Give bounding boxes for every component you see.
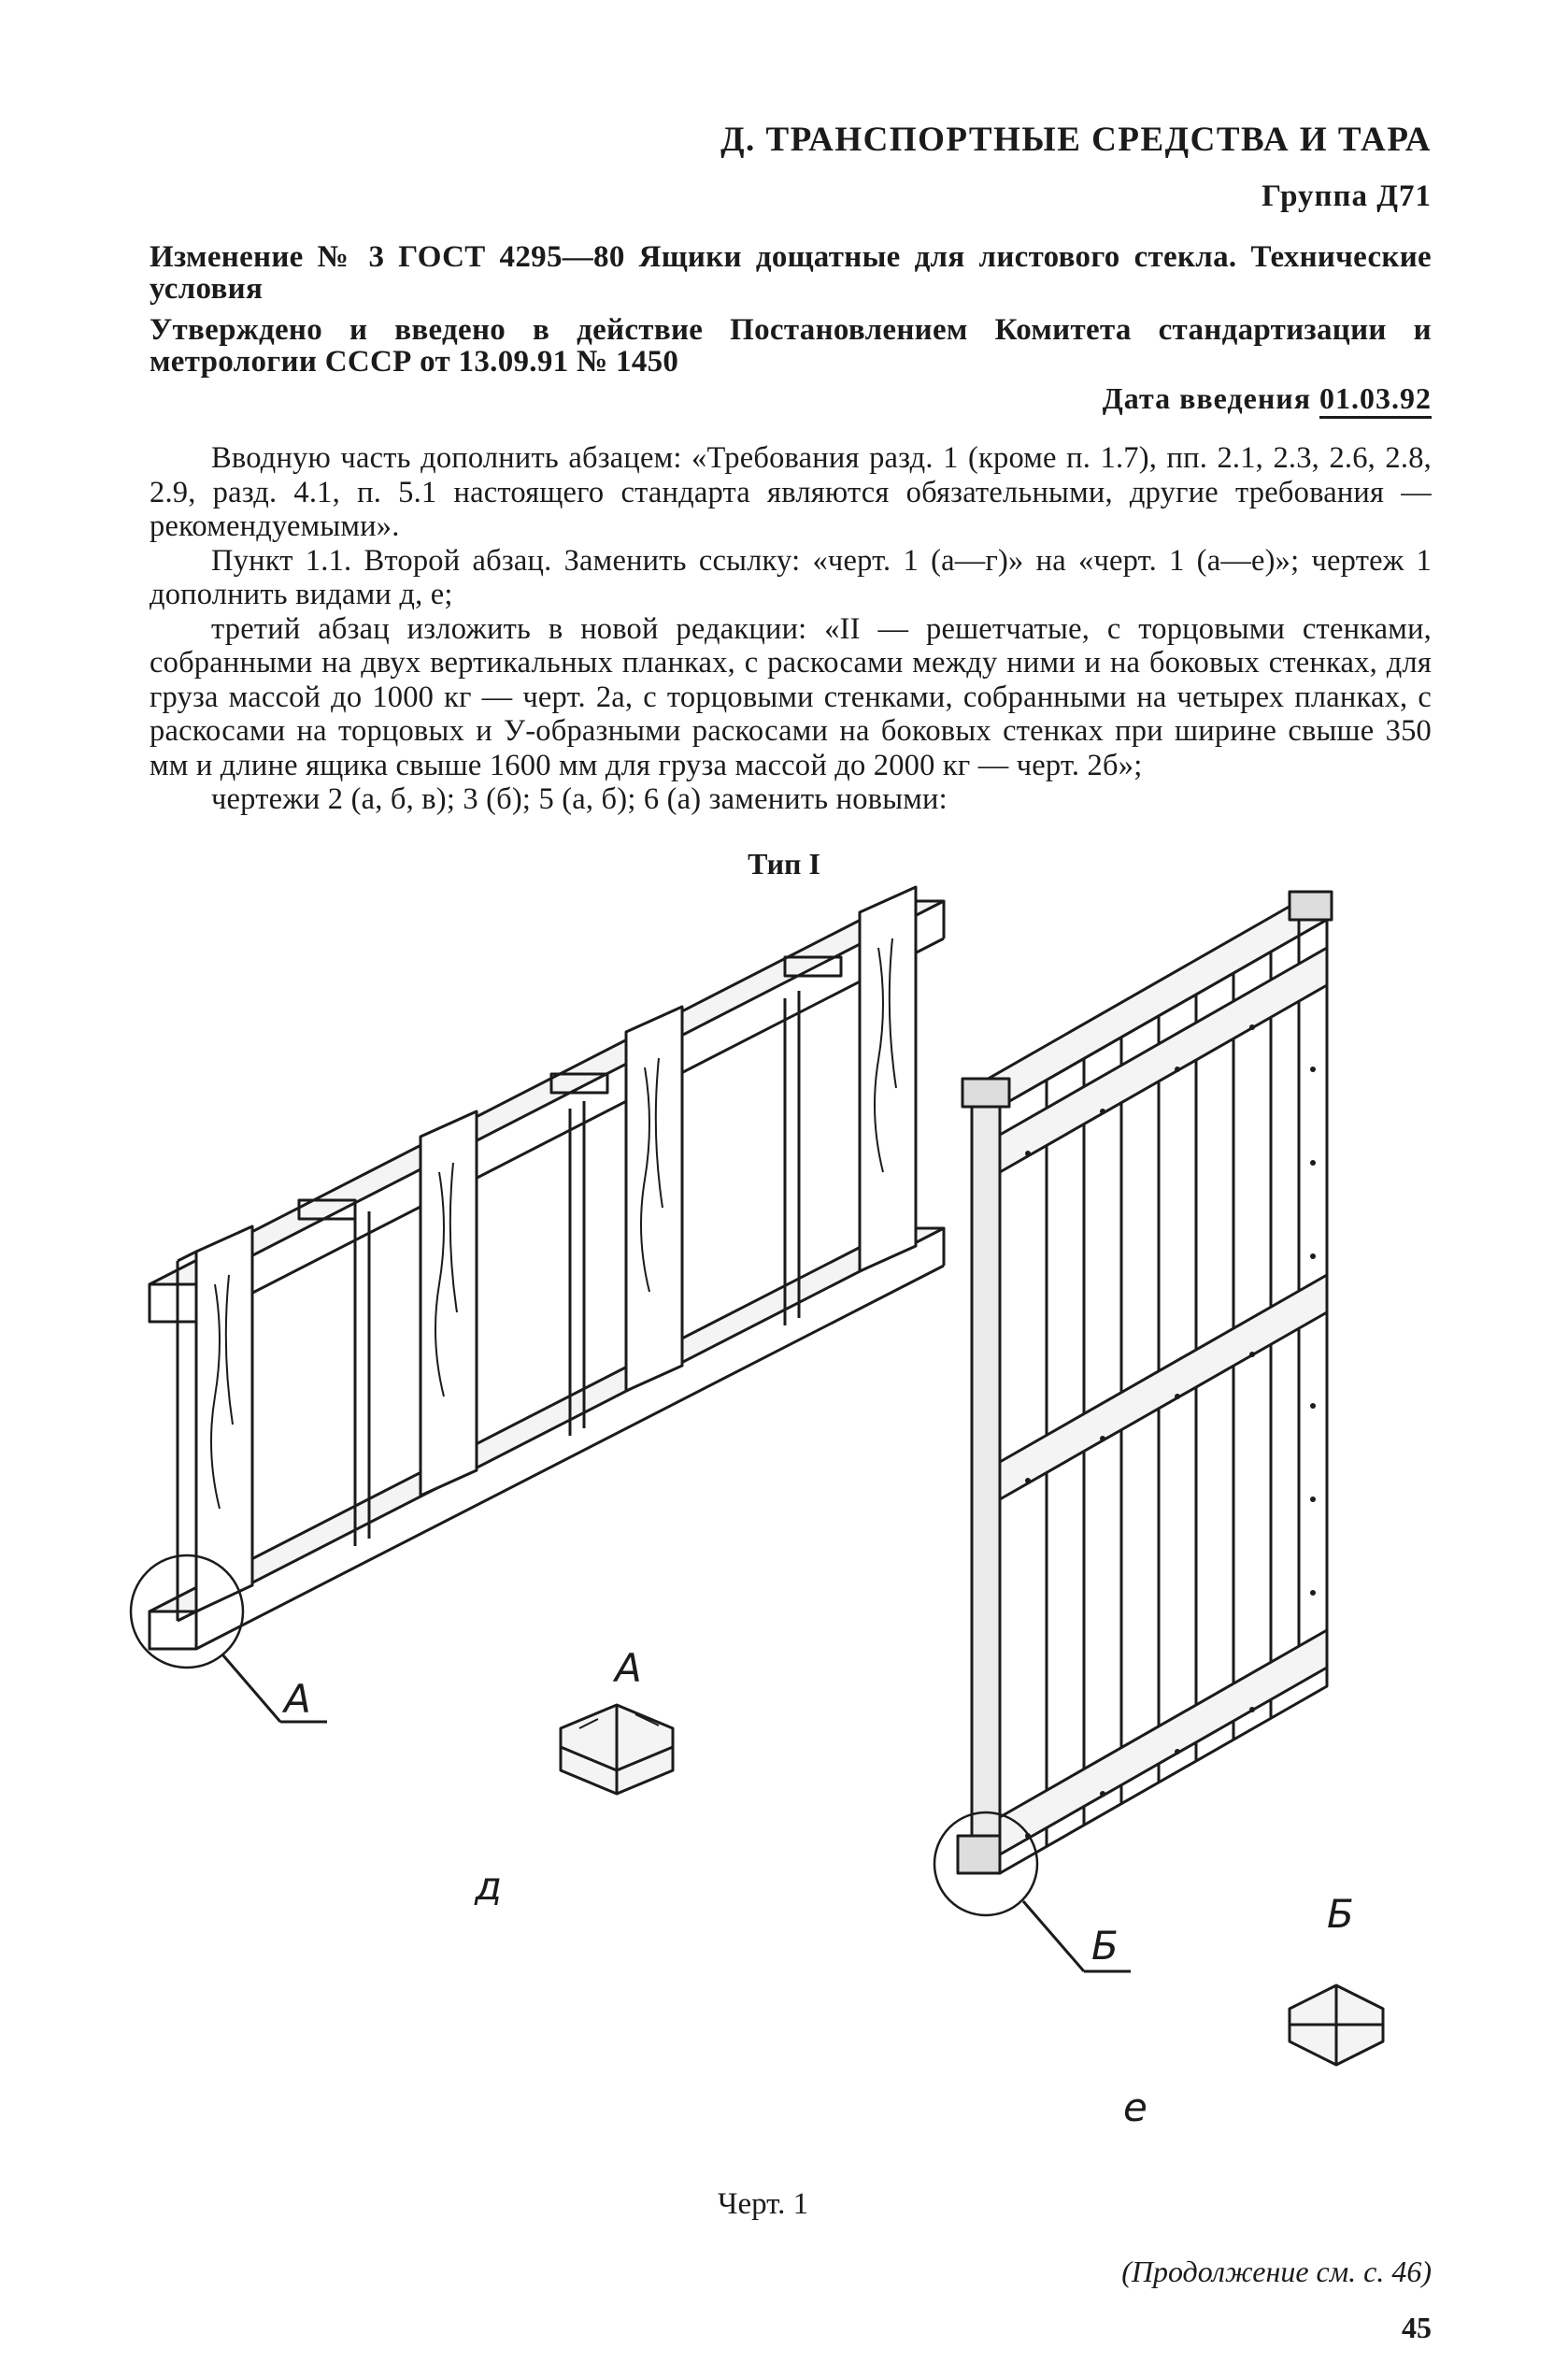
side-panel — [934, 892, 1332, 1971]
body-text — [150, 441, 1432, 817]
effective-date-value: 01.03.92 — [1319, 381, 1432, 419]
effective-date — [1103, 381, 1432, 416]
section-title: Д. ТРАНСПОРТНЫЕ СРЕДСТВА И ТАРА — [720, 121, 1432, 159]
callout-a: А — [284, 1676, 311, 1722]
crate-drawing — [112, 882, 1458, 2172]
detail-view-b — [1290, 1985, 1383, 2065]
effective-date-label: Дата введения — [1102, 381, 1311, 415]
view-e-label: е — [1123, 2084, 1147, 2130]
callout-b: Б — [1091, 1923, 1119, 1969]
approval-statement: Утверждено и введено в действие Постановлением Комитета стандартизации и метрологии СССР от 13.09.91 № 1450 — [150, 313, 1432, 379]
paragraph: чертежи 2 (а, б, в); 3 (б); 5 (а, б); 6 (а) заменить новыми: — [211, 782, 948, 816]
view-b-title: Б — [1327, 1891, 1354, 1937]
change-title: Изменение № 3 ГОСТ 4295—80 Ящики дощатные для листового стекла. Технические условия — [150, 240, 1432, 306]
page-number: 45 — [1402, 2311, 1432, 2344]
continuation-note: (Продолжение см. с. 46) — [1121, 2255, 1432, 2288]
end-wall-frame — [131, 887, 944, 1722]
view-a-title: А — [615, 1645, 642, 1691]
view-d-label: д — [475, 1863, 503, 1909]
figure-caption: Черт. 1 — [718, 2187, 809, 2221]
paragraph: третий абзац изложить в новой редакции: «II — решетчатые, с торцовыми стенками, собранными на двух вертикальных планках, с раскосами между ними и на боковых стенках, для груза массой до 1000 кг — черт. 2а, с торцовыми стенками, собранными на четырех планках, с раскосами на торцовых и У-образными раскосами на боковых стенках при ширине свыше 350 мм и длине ящика свыше 1600 мм для груза массой до 2000 кг — черт. 2б»; — [150, 611, 1432, 782]
type-label: Тип I — [748, 847, 820, 881]
paragraph: Пункт 1.1. Второй абзац. Заменить ссылку: «черт. 1 (а—г)» на «черт. 1 (а—е)»; чертеж 1 дополнить видами д, е; — [150, 543, 1432, 611]
drawing-figure — [112, 882, 1458, 2177]
group-code: Группа Д71 — [1262, 179, 1432, 213]
paragraph: Вводную часть дополнить абзацем: «Требования разд. 1 (кроме п. 1.7), пп. 2.1, 2.3, 2.6, 2.8, 2.9, разд. 4.1, п. 5.1 настоящего стандарта являются обязательными, другие требования — рекомендуемыми». — [150, 441, 1432, 543]
detail-view-a — [561, 1705, 673, 1794]
